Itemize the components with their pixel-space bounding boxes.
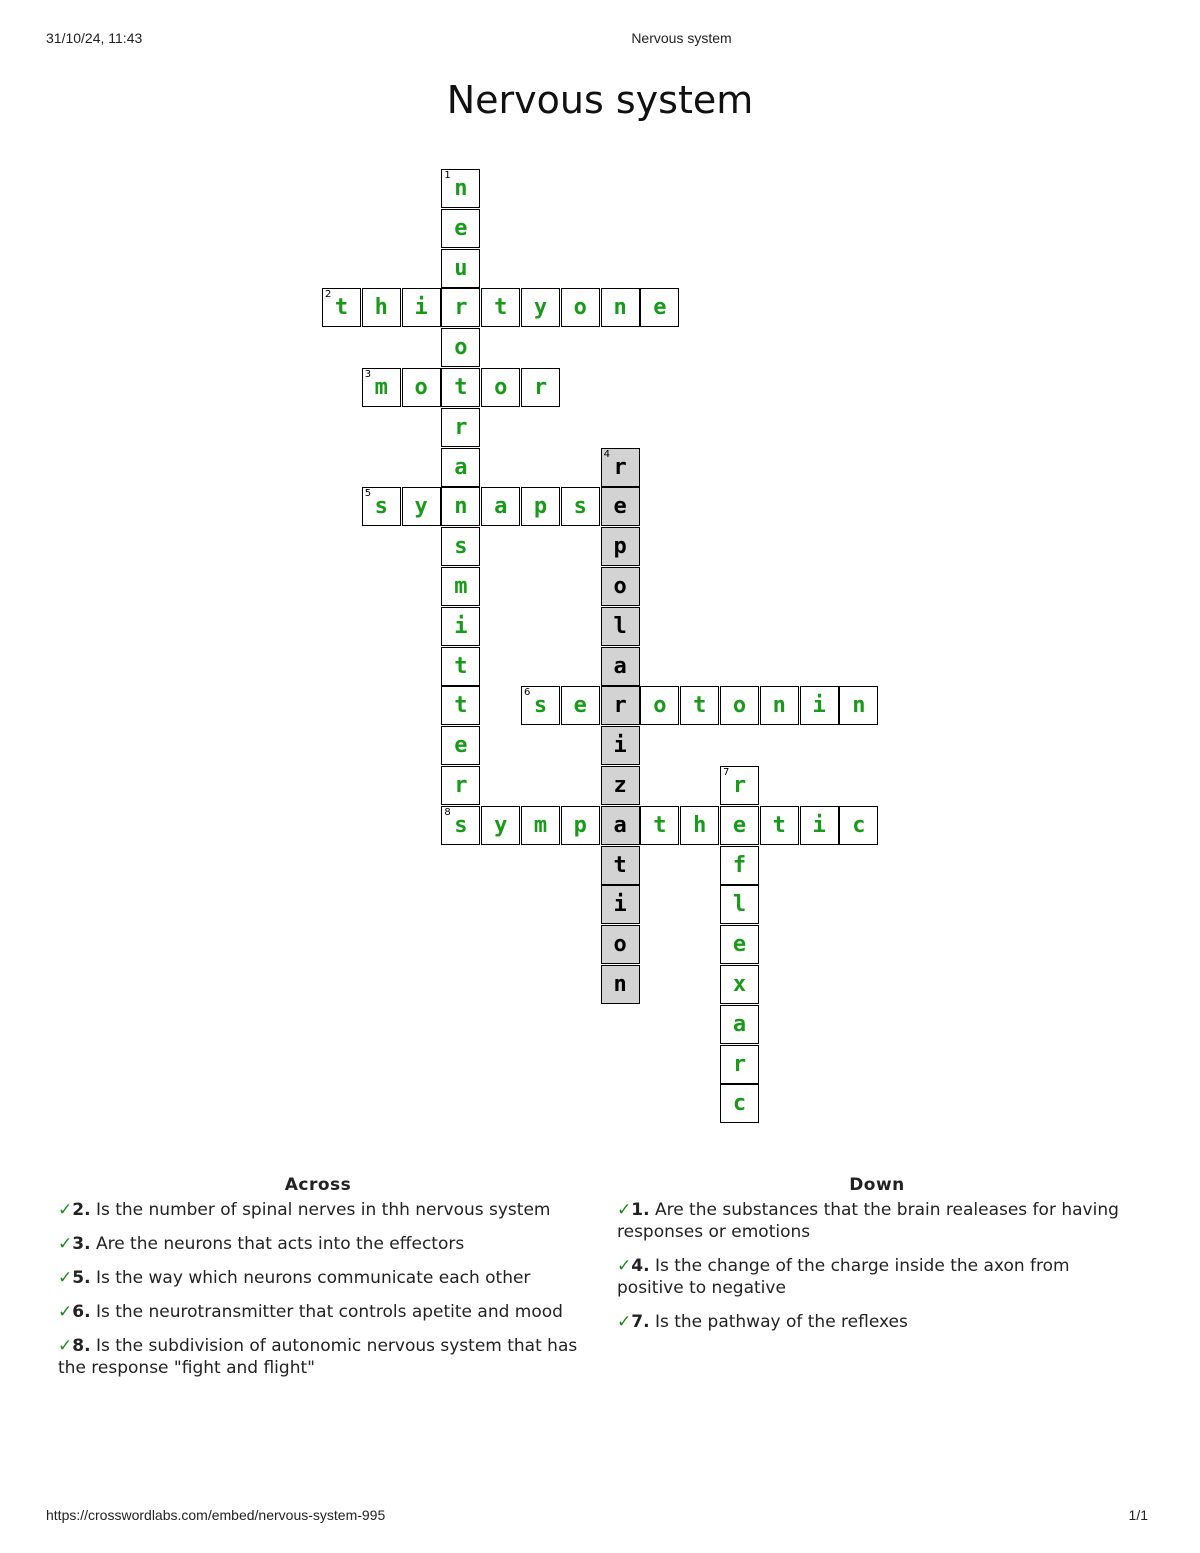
grid-cell[interactable] bbox=[441, 567, 480, 606]
grid-cell[interactable] bbox=[640, 686, 679, 725]
cell-letter: r bbox=[732, 773, 747, 798]
cell-letter: r bbox=[732, 1051, 747, 1077]
grid-cell[interactable] bbox=[601, 925, 640, 964]
grid-cell[interactable] bbox=[720, 885, 759, 924]
cell-letter: h bbox=[693, 812, 707, 838]
grid-cell[interactable] bbox=[760, 806, 799, 845]
clue-number: 8 bbox=[444, 806, 451, 818]
grid-cell[interactable] bbox=[521, 806, 560, 845]
grid-cell[interactable] bbox=[441, 607, 480, 646]
cell-letter: o bbox=[653, 693, 667, 719]
grid-cell[interactable] bbox=[800, 686, 839, 725]
grid-cell[interactable] bbox=[441, 288, 480, 327]
grid-cell[interactable] bbox=[640, 806, 679, 845]
cell-letter: a bbox=[454, 454, 468, 480]
grid-cell[interactable] bbox=[481, 806, 520, 845]
grid-cell[interactable] bbox=[441, 487, 480, 526]
grid-cell[interactable] bbox=[839, 806, 878, 845]
checkmark-icon: ✓ bbox=[58, 1234, 73, 1254]
print-datetime: 31/10/24, 11:43 bbox=[46, 30, 143, 46]
cell-letter: t bbox=[653, 812, 667, 838]
checkmark-icon: ✓ bbox=[58, 1336, 73, 1356]
grid-cell[interactable] bbox=[601, 885, 640, 924]
grid-cell[interactable] bbox=[680, 686, 719, 725]
checkmark-icon: ✓ bbox=[58, 1268, 73, 1288]
clue-item bbox=[617, 1311, 1137, 1333]
cell-letter: m bbox=[533, 812, 548, 838]
grid-cell[interactable] bbox=[601, 487, 640, 526]
clue-item bbox=[58, 1301, 578, 1323]
cell-letter: r bbox=[454, 295, 468, 321]
cell-letter: s bbox=[533, 693, 548, 719]
grid-cell[interactable] bbox=[839, 686, 878, 725]
grid-cell[interactable] bbox=[561, 288, 600, 327]
clue-number: 3 bbox=[364, 369, 372, 380]
cell-letter: f bbox=[732, 852, 747, 878]
grid-cell[interactable] bbox=[402, 487, 441, 526]
across-clue-list bbox=[58, 1199, 578, 1379]
clue-number: 5. bbox=[72, 1268, 91, 1288]
cell-letter: t bbox=[454, 375, 468, 400]
clue-text: Are the substances that the brain realeases for having responses or emotions bbox=[617, 1200, 1119, 1242]
grid-cell[interactable] bbox=[601, 766, 640, 805]
checkmark-icon: ✓ bbox=[58, 1200, 73, 1220]
cell-letter: s bbox=[573, 494, 587, 520]
grid-cell[interactable] bbox=[640, 288, 679, 327]
grid-cell[interactable] bbox=[561, 487, 600, 526]
grid-cell[interactable] bbox=[441, 527, 480, 566]
grid-cell[interactable] bbox=[720, 1084, 759, 1123]
grid-cell[interactable] bbox=[521, 487, 560, 526]
grid-cell[interactable] bbox=[561, 686, 600, 725]
grid-cell[interactable] bbox=[441, 766, 480, 805]
cell-letter: y bbox=[414, 494, 428, 520]
cell-letter: h bbox=[374, 295, 388, 321]
cell-letter: t bbox=[772, 812, 786, 838]
cell-letter: p bbox=[613, 534, 627, 560]
grid-cell[interactable] bbox=[601, 806, 640, 845]
cell-letter: z bbox=[613, 773, 627, 798]
cell-letter: a bbox=[613, 653, 627, 679]
cell-letter: l bbox=[732, 892, 747, 918]
across-clues bbox=[58, 1175, 578, 1391]
cell-letter: u bbox=[454, 255, 468, 281]
grid-cell[interactable] bbox=[720, 686, 759, 725]
clue-text: Is the subdivision of autonomic nervous system that has the response "fight and flight" bbox=[58, 1336, 578, 1378]
cell-letter: r bbox=[613, 693, 627, 719]
cell-letter: o bbox=[732, 693, 747, 719]
grid-cell[interactable] bbox=[441, 726, 480, 765]
clue-number: 4 bbox=[603, 448, 610, 460]
cell-letter: r bbox=[613, 454, 627, 480]
cell-letter: r bbox=[533, 375, 548, 400]
cell-letter: a bbox=[732, 1011, 747, 1037]
grid-cell[interactable] bbox=[441, 249, 480, 288]
cell-letter: t bbox=[454, 653, 468, 679]
cell-letter: t bbox=[693, 693, 707, 719]
cell-letter: a bbox=[494, 494, 508, 520]
clue-item bbox=[58, 1267, 578, 1289]
cell-letter: o bbox=[454, 335, 468, 361]
grid-cell[interactable] bbox=[322, 288, 361, 327]
cell-letter: p bbox=[573, 812, 587, 838]
checkmark-icon: ✓ bbox=[617, 1200, 632, 1220]
cell-letter: e bbox=[653, 295, 667, 321]
cell-letter: t bbox=[613, 852, 627, 878]
grid-cell[interactable] bbox=[561, 806, 600, 845]
clue-number: 3. bbox=[72, 1234, 91, 1254]
cell-letter: e bbox=[454, 215, 468, 241]
grid-cell[interactable] bbox=[362, 368, 401, 407]
cell-letter: t bbox=[334, 295, 349, 321]
print-page-title: Nervous system bbox=[631, 30, 732, 46]
grid-cell[interactable] bbox=[720, 1045, 759, 1084]
cell-letter: m bbox=[454, 574, 468, 599]
grid-cell[interactable] bbox=[800, 806, 839, 845]
grid-cell[interactable] bbox=[362, 288, 401, 327]
grid-cell[interactable] bbox=[362, 487, 401, 526]
grid-cell[interactable] bbox=[441, 647, 480, 686]
cell-letter: i bbox=[454, 613, 468, 639]
cell-letter: y bbox=[533, 295, 548, 321]
clue-text: Is the number of spinal nerves in thh nervous system bbox=[90, 1200, 551, 1220]
cell-letter: e bbox=[613, 494, 627, 520]
grid-cell[interactable] bbox=[402, 368, 441, 407]
cell-letter: p bbox=[533, 494, 548, 520]
cell-letter: n bbox=[852, 693, 866, 719]
cell-letter: c bbox=[852, 812, 866, 838]
cell-letter: y bbox=[494, 812, 508, 838]
cell-letter: r bbox=[454, 414, 468, 440]
clue-number: 1 bbox=[444, 170, 451, 181]
cell-letter: n bbox=[772, 693, 786, 719]
cell-letter: i bbox=[613, 892, 627, 918]
grid-cell[interactable] bbox=[720, 806, 759, 845]
cell-letter: i bbox=[812, 812, 826, 838]
cell-letter: n bbox=[613, 295, 627, 321]
grid-cell[interactable] bbox=[601, 965, 640, 1004]
grid-cell[interactable] bbox=[680, 806, 719, 845]
grid-cell[interactable] bbox=[760, 686, 799, 725]
clue-number: 5 bbox=[364, 488, 372, 500]
clue-number: 4. bbox=[631, 1256, 650, 1276]
clue-text: Is the pathway of the reflexes bbox=[649, 1312, 908, 1332]
print-url: https://crosswordlabs.com/embed/nervous-system-995 bbox=[46, 1507, 386, 1523]
grid-cell[interactable] bbox=[601, 726, 640, 765]
grid-cell[interactable] bbox=[441, 209, 480, 248]
grid-cell[interactable] bbox=[601, 567, 640, 606]
clue-number: 2 bbox=[325, 289, 332, 301]
grid-cell[interactable] bbox=[521, 368, 560, 407]
grid-cell[interactable] bbox=[720, 925, 759, 964]
cell-letter: e bbox=[732, 812, 747, 838]
cell-letter: t bbox=[494, 295, 508, 321]
grid-cell[interactable] bbox=[720, 1005, 759, 1044]
grid-cell[interactable] bbox=[720, 965, 759, 1004]
grid-cell[interactable] bbox=[441, 806, 480, 845]
grid-cell[interactable] bbox=[601, 846, 640, 885]
cell-letter: s bbox=[454, 534, 468, 560]
cell-letter: r bbox=[454, 773, 468, 798]
cell-letter: s bbox=[454, 812, 468, 838]
page-title: Nervous system bbox=[446, 78, 754, 122]
clue-number: 1. bbox=[631, 1200, 650, 1220]
checkmark-icon: ✓ bbox=[58, 1302, 73, 1322]
cell-letter: m bbox=[374, 375, 388, 400]
clue-number: 6. bbox=[72, 1302, 91, 1322]
cell-letter: e bbox=[732, 932, 747, 958]
grid-cell[interactable] bbox=[601, 448, 640, 487]
cell-letter: t bbox=[454, 693, 468, 719]
checkmark-icon: ✓ bbox=[617, 1312, 632, 1332]
cell-letter: o bbox=[613, 932, 627, 958]
grid-cell[interactable] bbox=[601, 647, 640, 686]
clue-text: Is the change of the charge inside the axon from positive to negative bbox=[617, 1256, 1070, 1298]
cell-letter: x bbox=[732, 972, 747, 997]
clue-text: Are the neurons that acts into the effectors bbox=[90, 1234, 465, 1254]
cell-letter: o bbox=[613, 574, 627, 599]
grid-cell[interactable] bbox=[601, 607, 640, 646]
cell-letter: i bbox=[613, 733, 627, 759]
down-clue-list bbox=[617, 1199, 1137, 1333]
cell-letter: s bbox=[374, 494, 388, 520]
grid-cell[interactable] bbox=[441, 448, 480, 487]
cell-letter: n bbox=[613, 972, 627, 997]
cell-letter: i bbox=[812, 693, 826, 719]
cell-letter: o bbox=[414, 375, 428, 400]
clue-number: 2. bbox=[72, 1200, 91, 1220]
cell-letter: n bbox=[454, 494, 468, 520]
grid-cell[interactable] bbox=[481, 288, 520, 327]
grid-cell[interactable] bbox=[441, 686, 480, 725]
grid-cell[interactable] bbox=[521, 686, 560, 725]
grid-cell[interactable] bbox=[521, 288, 560, 327]
down-heading: Down bbox=[849, 1175, 905, 1195]
cell-letter: i bbox=[414, 295, 428, 321]
clue-item bbox=[617, 1199, 1137, 1243]
grid-cell[interactable] bbox=[720, 766, 759, 805]
clue-item bbox=[58, 1233, 578, 1255]
grid-cell[interactable] bbox=[720, 846, 759, 885]
grid-cell[interactable] bbox=[601, 527, 640, 566]
grid-cell[interactable] bbox=[481, 368, 520, 407]
cell-letter: n bbox=[454, 176, 468, 201]
cell-letter: o bbox=[494, 375, 508, 400]
grid-cell[interactable] bbox=[402, 288, 441, 327]
clue-number: 7 bbox=[723, 767, 730, 778]
grid-cell[interactable] bbox=[601, 686, 640, 725]
clue-text: Is the neurotransmitter that controls apetite and mood bbox=[90, 1302, 563, 1322]
grid-cell[interactable] bbox=[601, 288, 640, 327]
cell-letter: l bbox=[613, 613, 627, 639]
grid-cell[interactable] bbox=[441, 169, 480, 208]
print-page-number: 1/1 bbox=[1128, 1507, 1148, 1523]
cell-letter: e bbox=[454, 733, 468, 759]
across-heading: Across bbox=[284, 1175, 352, 1195]
clue-item bbox=[617, 1255, 1137, 1299]
clue-number: 8. bbox=[72, 1336, 91, 1356]
cell-letter: a bbox=[613, 812, 627, 838]
down-clues bbox=[617, 1175, 1137, 1345]
checkmark-icon: ✓ bbox=[617, 1256, 632, 1276]
grid-cell[interactable] bbox=[441, 408, 480, 447]
clue-number: 6 bbox=[524, 687, 531, 699]
grid-cell[interactable] bbox=[441, 368, 480, 407]
clue-text: Is the way which neurons communicate each other bbox=[90, 1268, 531, 1288]
cell-letter: c bbox=[732, 1091, 747, 1117]
grid-cell[interactable] bbox=[441, 328, 480, 367]
clue-item bbox=[58, 1199, 578, 1221]
cell-letter: e bbox=[573, 693, 587, 719]
clue-item bbox=[58, 1335, 578, 1379]
clue-number: 7. bbox=[631, 1312, 650, 1332]
grid-cell[interactable] bbox=[481, 487, 520, 526]
cell-letter: o bbox=[573, 295, 587, 321]
